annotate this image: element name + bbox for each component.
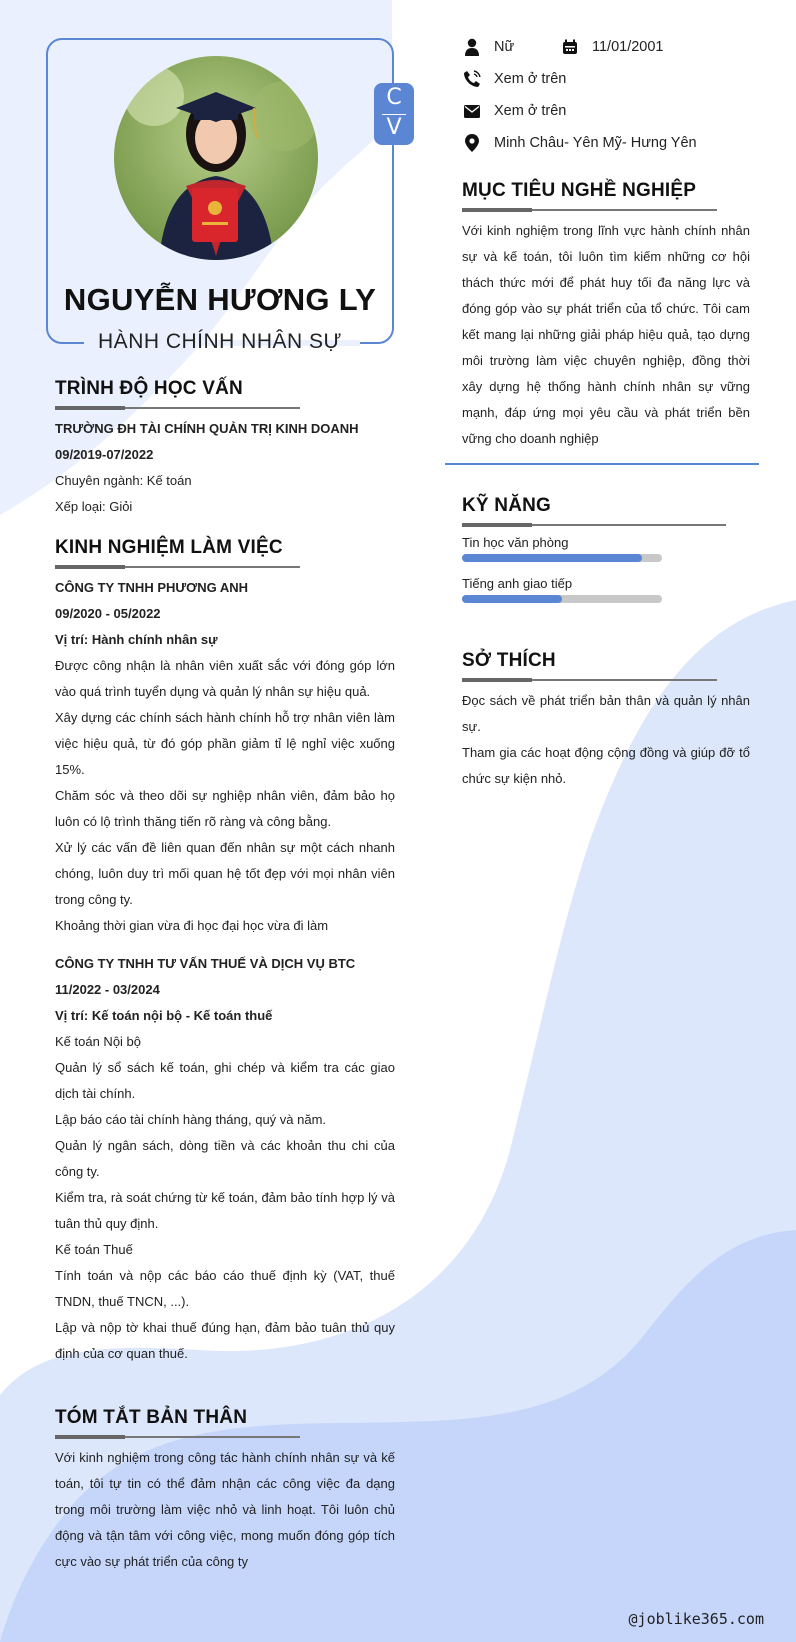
cv-badge: [374, 83, 414, 145]
job-company: CÔNG TY TNHH PHƯƠNG ANH: [55, 580, 249, 595]
job-line: Tính toán và nộp các báo cáo thuế định kỳ (VAT, thuế TNDN, thuế TNCN, ...).: [55, 1268, 395, 1309]
gender-row: [462, 35, 514, 59]
skill-name: Tin học văn phòng: [462, 535, 569, 550]
job-position: Vị trí: Kế toán nội bộ - Kế toán thuế: [55, 1008, 273, 1023]
school-rank: Xếp loại: Giỏi: [55, 499, 133, 514]
education-rule: [55, 406, 395, 410]
objective-rule: [462, 208, 750, 212]
experience-title: KINH NGHIỆM LÀM VIỆC: [55, 537, 283, 558]
job-period: 11/2022 - 03/2024: [55, 982, 160, 997]
objective-text: Với kinh nghiệm trong lĩnh vực hành chính nhân sự và kế toán, tôi luôn tìm kiếm những cơ hội thách thức mới để phát huy tối đa năng lực và đóng góp vào sự phát triển của tổ chức. Tôi cam kết mang lại những giải pháp hiệu quả, tạo dựng môi trường làm việc chuyên nghiệp, đồng thời xây dựng hệ thống hành chính nhân sự vững mạnh, đáp ứng mọi yêu cầu và phát triển bền vững cho doanh nghiệp: [462, 223, 750, 446]
skill-fill: [462, 554, 642, 562]
job-line: Lập báo cáo tài chính hàng tháng, quý và năm.: [55, 1112, 327, 1127]
gender-value: Nữ: [494, 39, 515, 55]
education-title: TRÌNH ĐỘ HỌC VẤN: [55, 378, 243, 399]
job-line: Kế toán Thuế: [55, 1242, 133, 1257]
phone-value: Xem ở trên: [494, 71, 567, 87]
skills-title: KỸ NĂNG: [462, 495, 552, 516]
experience-section: [55, 537, 395, 1367]
email-row: [462, 99, 566, 123]
hobby-line: Đọc sách về phát triển bản thân và quản lý nhân sự.: [462, 693, 750, 734]
skills-rule: [462, 523, 750, 527]
job-line: Lập và nộp tờ khai thuế đúng hạn, đảm bảo tuân thủ quy định của cơ quan thuế.: [55, 1320, 395, 1361]
location-pin-icon: [462, 133, 482, 153]
job-line: Kế toán Nội bộ: [55, 1034, 142, 1049]
cv-badge-v: V: [386, 115, 402, 140]
candidate-role: HÀNH CHÍNH NHÂN SỰ: [98, 330, 342, 353]
objective-title: MỤC TIÊU NGHỀ NGHIỆP: [462, 180, 697, 201]
job-line: Xử lý các vấn đề liên quan đến nhân sự một cách nhanh chóng, luôn duy trì mối quan hệ tốt đẹp với mọi nhân viên trong công ty.: [55, 840, 395, 907]
footer-watermark: @joblike365.com: [628, 1610, 764, 1628]
hobbies-title: SỞ THÍCH: [462, 650, 556, 671]
job-line: Quản lý sổ sách kế toán, ghi chép và kiểm tra các giao dịch tài chính.: [55, 1060, 395, 1101]
summary-rule: [55, 1435, 395, 1439]
person-icon: [462, 37, 482, 57]
job-line: Quản lý ngân sách, dòng tiền và các khoản thu chi của công ty.: [55, 1138, 395, 1179]
skill-name: Tiếng anh giao tiếp: [462, 576, 573, 591]
job-line: Kiểm tra, rà soát chứng từ kế toán, đảm bảo tính hợp lý và tuân thủ quy định.: [55, 1190, 395, 1231]
school-name: TRƯỜNG ĐH TÀI CHÍNH QUẢN TRỊ KINH DOANH: [55, 421, 359, 436]
hobbies-section: [462, 650, 750, 792]
calendar-icon: [560, 37, 580, 57]
address-row: [462, 131, 697, 155]
job-entry: [55, 575, 395, 939]
birthday-row: [560, 35, 664, 59]
job-line: Khoảng thời gian vừa đi học đại học vừa đi làm: [55, 918, 329, 933]
experience-rule: [55, 565, 395, 569]
job-line: Xây dựng các chính sách hành chính hỗ trợ nhân viên làm việc hiệu quả, từ đó góp phần giảm tỉ lệ nghỉ việc xuống 15%.: [55, 710, 395, 777]
skill-item: [462, 535, 750, 562]
profile-photo: [114, 56, 318, 260]
cv-badge-c: C: [386, 85, 402, 110]
envelope-icon: [462, 101, 482, 121]
email-value: Xem ở trên: [494, 103, 567, 119]
summary-text: Với kinh nghiệm trong công tác hành chính nhân sự và kế toán, tôi tự tin có thể đảm nhận các công việc đa dạng trong môi trường làm việc nhỏ và linh hoạt. Tôi luôn chủ động và tận tâm với công việc, mong muốn đóng góp tích cực vào sự phát triển của công ty: [55, 1450, 395, 1569]
summary-section: [55, 1407, 395, 1575]
job-period: 09/2020 - 05/2022: [55, 606, 161, 621]
skills-section: [462, 495, 750, 603]
birthday-value: 11/01/2001: [592, 39, 664, 55]
skill-fill: [462, 595, 562, 603]
phone-icon: [462, 69, 482, 89]
education-section: [55, 378, 395, 520]
job-entry: [55, 951, 395, 1367]
hobby-line: Tham gia các hoạt động cộng đồng và giúp đỡ tổ chức sự kiện nhỏ.: [462, 745, 750, 786]
job-position: Vị trí: Hành chính nhân sự: [55, 632, 218, 647]
skill-bar: [462, 595, 662, 603]
job-line: Được công nhận là nhân viên xuất sắc với đóng góp lớn vào quá trình tuyển dụng và quản lý nhân sự hiệu quả.: [55, 658, 395, 699]
skill-item: [462, 576, 750, 603]
school-period: 09/2019-07/2022: [55, 447, 154, 462]
school-major: Chuyên ngành: Kế toán: [55, 473, 192, 488]
candidate-name: NGUYỄN HƯƠNG LY: [63, 282, 377, 317]
summary-title: TÓM TẮT BẢN THÂN: [55, 1407, 248, 1428]
job-company: CÔNG TY TNHH TƯ VẤN THUẾ VÀ DỊCH VỤ BTC: [55, 956, 356, 971]
phone-row: [462, 67, 566, 91]
section-divider: [445, 463, 759, 465]
address-value: Minh Châu- Yên Mỹ- Hưng Yên: [494, 135, 697, 151]
skill-bar: [462, 554, 662, 562]
job-line: Chăm sóc và theo dõi sự nghiệp nhân viên, đảm bảo họ luôn có lộ trình thăng tiến rõ ràng và công bằng.: [55, 788, 395, 829]
objective-section: [462, 180, 750, 452]
hobbies-rule: [462, 678, 750, 682]
